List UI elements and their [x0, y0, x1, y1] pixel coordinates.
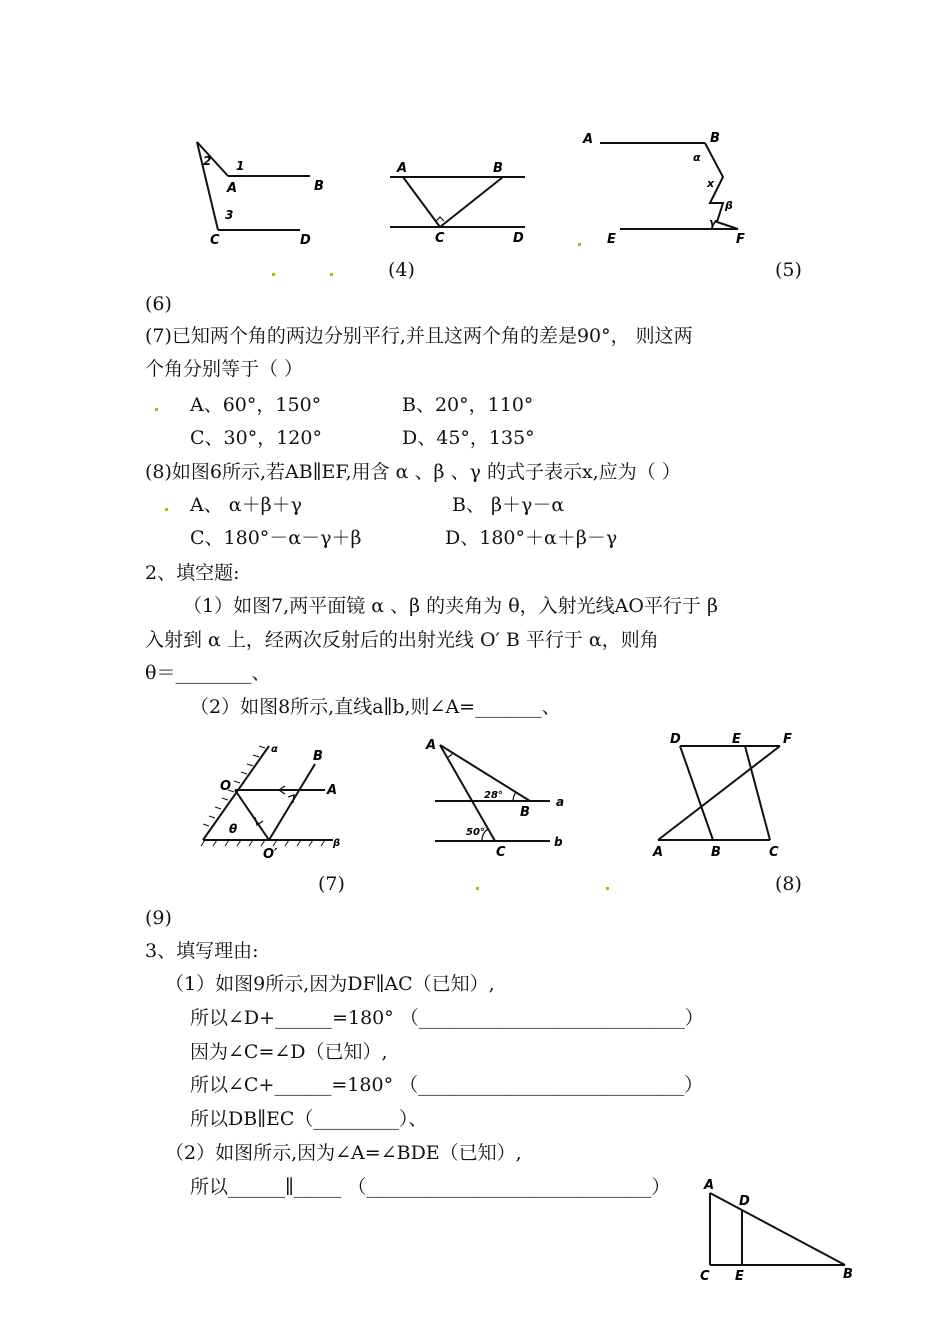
- s2-q2: （2）如图8所示,直线a∥b,则∠A=_______、: [190, 696, 561, 718]
- s2-q1-line3: θ＝________、: [145, 662, 271, 684]
- fig6-alpha: α: [693, 151, 701, 164]
- fig8-angle-28: 28°: [484, 790, 503, 801]
- fig8-line-b: b: [554, 835, 563, 849]
- section3-title: 3、填写理由:: [145, 940, 259, 962]
- q7-option-b: B、20°，110°: [402, 394, 534, 416]
- scan-dot: [578, 243, 581, 246]
- fig8-label-B: B: [520, 805, 530, 820]
- fig10-label-B: B: [843, 1267, 853, 1282]
- s3-q2-intro: （2）如图所示,因为∠A=∠BDE（已知）,: [165, 1142, 522, 1164]
- fig7-alpha: α: [271, 744, 278, 755]
- fig4-label-B: B: [314, 179, 324, 194]
- fig4-angle-1: 1: [236, 159, 245, 173]
- fig9-label-D: D: [670, 732, 681, 747]
- fig7-label-O: O: [220, 779, 232, 794]
- fig9-label-A: A: [653, 845, 664, 860]
- fig10-label-C: C: [700, 1269, 710, 1284]
- figure-8: [420, 735, 570, 860]
- fig7-theta: θ: [229, 822, 238, 836]
- fig4-angle-2: 2: [203, 154, 212, 168]
- fig9-label-E: E: [732, 732, 741, 747]
- q7-option-c: C、30°，120°: [190, 427, 322, 449]
- s3-q2-line1: 所以______∥_____ （______________________________）: [190, 1176, 671, 1198]
- figure-4: [190, 130, 340, 250]
- scan-dot: [330, 273, 333, 276]
- s3-q1-line1: 所以∠D+______=180° （____________________________）: [190, 1007, 704, 1029]
- fig9-label-F: F: [783, 732, 792, 747]
- fig8-label-A: A: [426, 738, 437, 753]
- s3-q1-line4: 所以DB∥EC（_________）、: [190, 1108, 428, 1130]
- fig6-label-E: E: [607, 232, 616, 247]
- fig6-label-A: A: [583, 132, 594, 147]
- q7-line1: (7)已知两个角的两边分别平行,并且这两个角的差是90°， 则这两: [145, 325, 693, 347]
- fig5-caption: (5): [775, 259, 802, 281]
- scan-dot: [476, 887, 479, 890]
- fig10-label-A: A: [704, 1178, 715, 1193]
- q8-option-a: A、 α＋β＋γ: [190, 494, 302, 516]
- fig8-caption: (8): [775, 873, 802, 895]
- fig7-caption: (7): [318, 873, 345, 895]
- fig4-label-C: C: [210, 233, 220, 248]
- fig7-label-O-prime: O′: [263, 847, 278, 862]
- fig5-label-B: B: [493, 161, 503, 176]
- q8-option-b: B、 β＋γ－α: [452, 494, 565, 516]
- fig7-label-A: A: [327, 783, 338, 798]
- fig6-label-B: B: [710, 131, 720, 146]
- q8-option-d: D、180°＋α＋β－γ: [445, 527, 618, 549]
- fig4-label-D: D: [300, 233, 311, 248]
- fig4-label-A: A: [227, 181, 238, 196]
- fig8-angle-50: 50°: [466, 827, 485, 838]
- s3-q1-line2: 因为∠C=∠D（已知）,: [190, 1041, 388, 1063]
- fig6-beta: β: [725, 199, 733, 212]
- figure-triangle-ABC: [695, 1175, 865, 1285]
- fig9-label-B: B: [711, 845, 721, 860]
- q7-option-d: D、45°，135°: [402, 427, 535, 449]
- fig8-line-a: a: [556, 795, 565, 809]
- figure-9: [650, 730, 800, 860]
- fig4-caption: (4): [388, 259, 415, 281]
- scan-dot: [272, 273, 275, 276]
- fig6-gamma: γ: [709, 216, 717, 229]
- fig9-caption: (9): [145, 907, 172, 929]
- figure-5: [385, 155, 535, 245]
- fig9-label-C: C: [769, 845, 779, 860]
- fig7-beta: β: [333, 838, 341, 849]
- fig10-label-D: D: [739, 1194, 750, 1209]
- scan-dot: [165, 508, 168, 511]
- q7-option-a: A、60°，150°: [190, 394, 322, 416]
- fig7-label-B: B: [313, 749, 323, 764]
- s2-q1-line1: （1）如图7,两平面镜 α 、β 的夹角为 θ，入射光线AO平行于 β: [183, 595, 718, 617]
- figure-7: [195, 740, 345, 865]
- scan-dot: [155, 408, 158, 411]
- fig5-label-A: A: [397, 161, 408, 176]
- fig8-label-C: C: [496, 845, 506, 860]
- fig6-caption: (6): [145, 293, 172, 315]
- q8-option-c: C、180°－α－γ＋β: [190, 527, 362, 549]
- s2-q1-line2: 入射到 α 上，经两次反射后的出射光线 O′ B 平行于 α，则角: [145, 629, 659, 651]
- scan-dot: [606, 887, 609, 890]
- figure-6: [580, 125, 755, 250]
- fig6-label-F: F: [736, 232, 745, 247]
- fig10-label-E: E: [735, 1269, 744, 1284]
- s3-q1-line3: 所以∠C+______=180° （____________________________）: [190, 1074, 704, 1096]
- section2-title: 2、填空题:: [145, 562, 240, 584]
- q7-line2: 个角分别等于（ ）: [145, 358, 304, 380]
- q8-line1: (8)如图6所示,若AB∥EF,用含 α 、β 、γ 的式子表示x,应为（ ）: [145, 461, 681, 483]
- fig5-label-D: D: [513, 231, 524, 246]
- fig6-x: x: [707, 177, 715, 190]
- s3-q1-intro: （1）如图9所示,因为DF∥AC（已知）,: [165, 973, 495, 995]
- fig5-label-C: C: [435, 231, 445, 246]
- fig4-angle-3: 3: [225, 208, 234, 222]
